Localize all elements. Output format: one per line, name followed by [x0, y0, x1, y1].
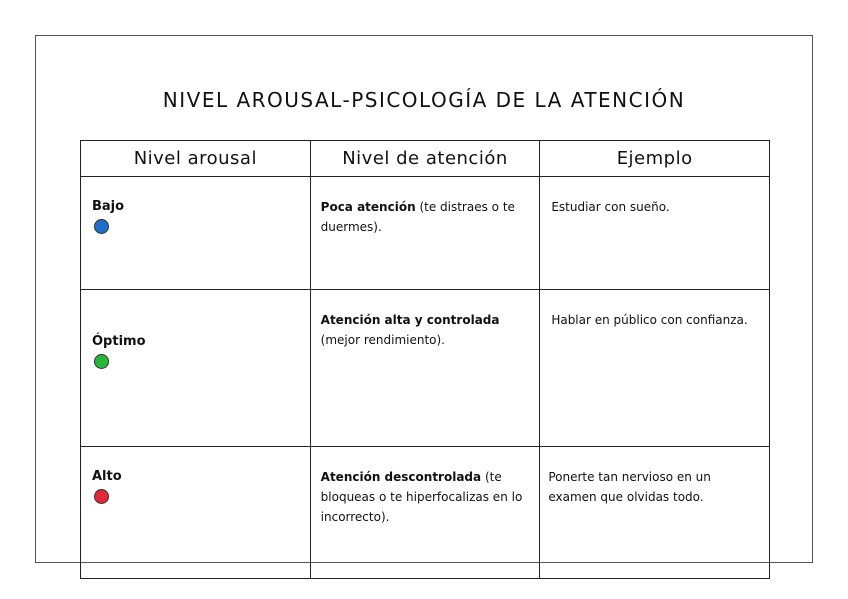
- page-title: NIVEL AROUSAL-PSICOLOGÍA DE LA ATENCIÓN: [162, 88, 686, 112]
- example-cell: Hablar en público con confianza.: [540, 290, 770, 447]
- blue-dot-icon: [94, 219, 109, 234]
- header-attention-level: Nivel de atención: [310, 141, 540, 177]
- attention-detail: (te distraes o te duermes).: [320, 200, 515, 234]
- arousal-table: [80, 140, 770, 579]
- level-cell: [81, 290, 311, 447]
- green-dot-icon: [94, 354, 109, 369]
- table-header-row: [81, 141, 770, 177]
- attention-emphasis: Atención descontrolada: [320, 470, 482, 484]
- attention-emphasis: Atención alta y controlada: [320, 313, 500, 327]
- attention-detail: (te bloqueas o te hiperfocalizas en lo incorrecto).: [320, 470, 523, 524]
- table-row: [81, 177, 770, 290]
- header-example: Ejemplo: [540, 141, 770, 177]
- attention-cell: [310, 447, 540, 579]
- level-label: Óptimo: [92, 334, 146, 349]
- table-row: [81, 447, 770, 579]
- document-card: [35, 35, 813, 563]
- attention-cell: [310, 290, 540, 447]
- example-cell: Ponerte tan nervioso en un examen que olvidas todo.: [540, 447, 770, 579]
- header-arousal-level: Nivel arousal: [81, 141, 311, 177]
- level-label: Bajo: [92, 199, 125, 214]
- attention-detail: (mejor rendimiento).: [320, 333, 445, 347]
- level-cell: [81, 447, 311, 579]
- level-label: Alto: [92, 469, 122, 484]
- attention-cell: [310, 177, 540, 290]
- level-cell: [81, 177, 311, 290]
- table-row: [81, 290, 770, 447]
- example-cell: Estudiar con sueño.: [540, 177, 770, 290]
- red-dot-icon: [94, 489, 109, 504]
- attention-emphasis: Poca atención: [320, 200, 416, 214]
